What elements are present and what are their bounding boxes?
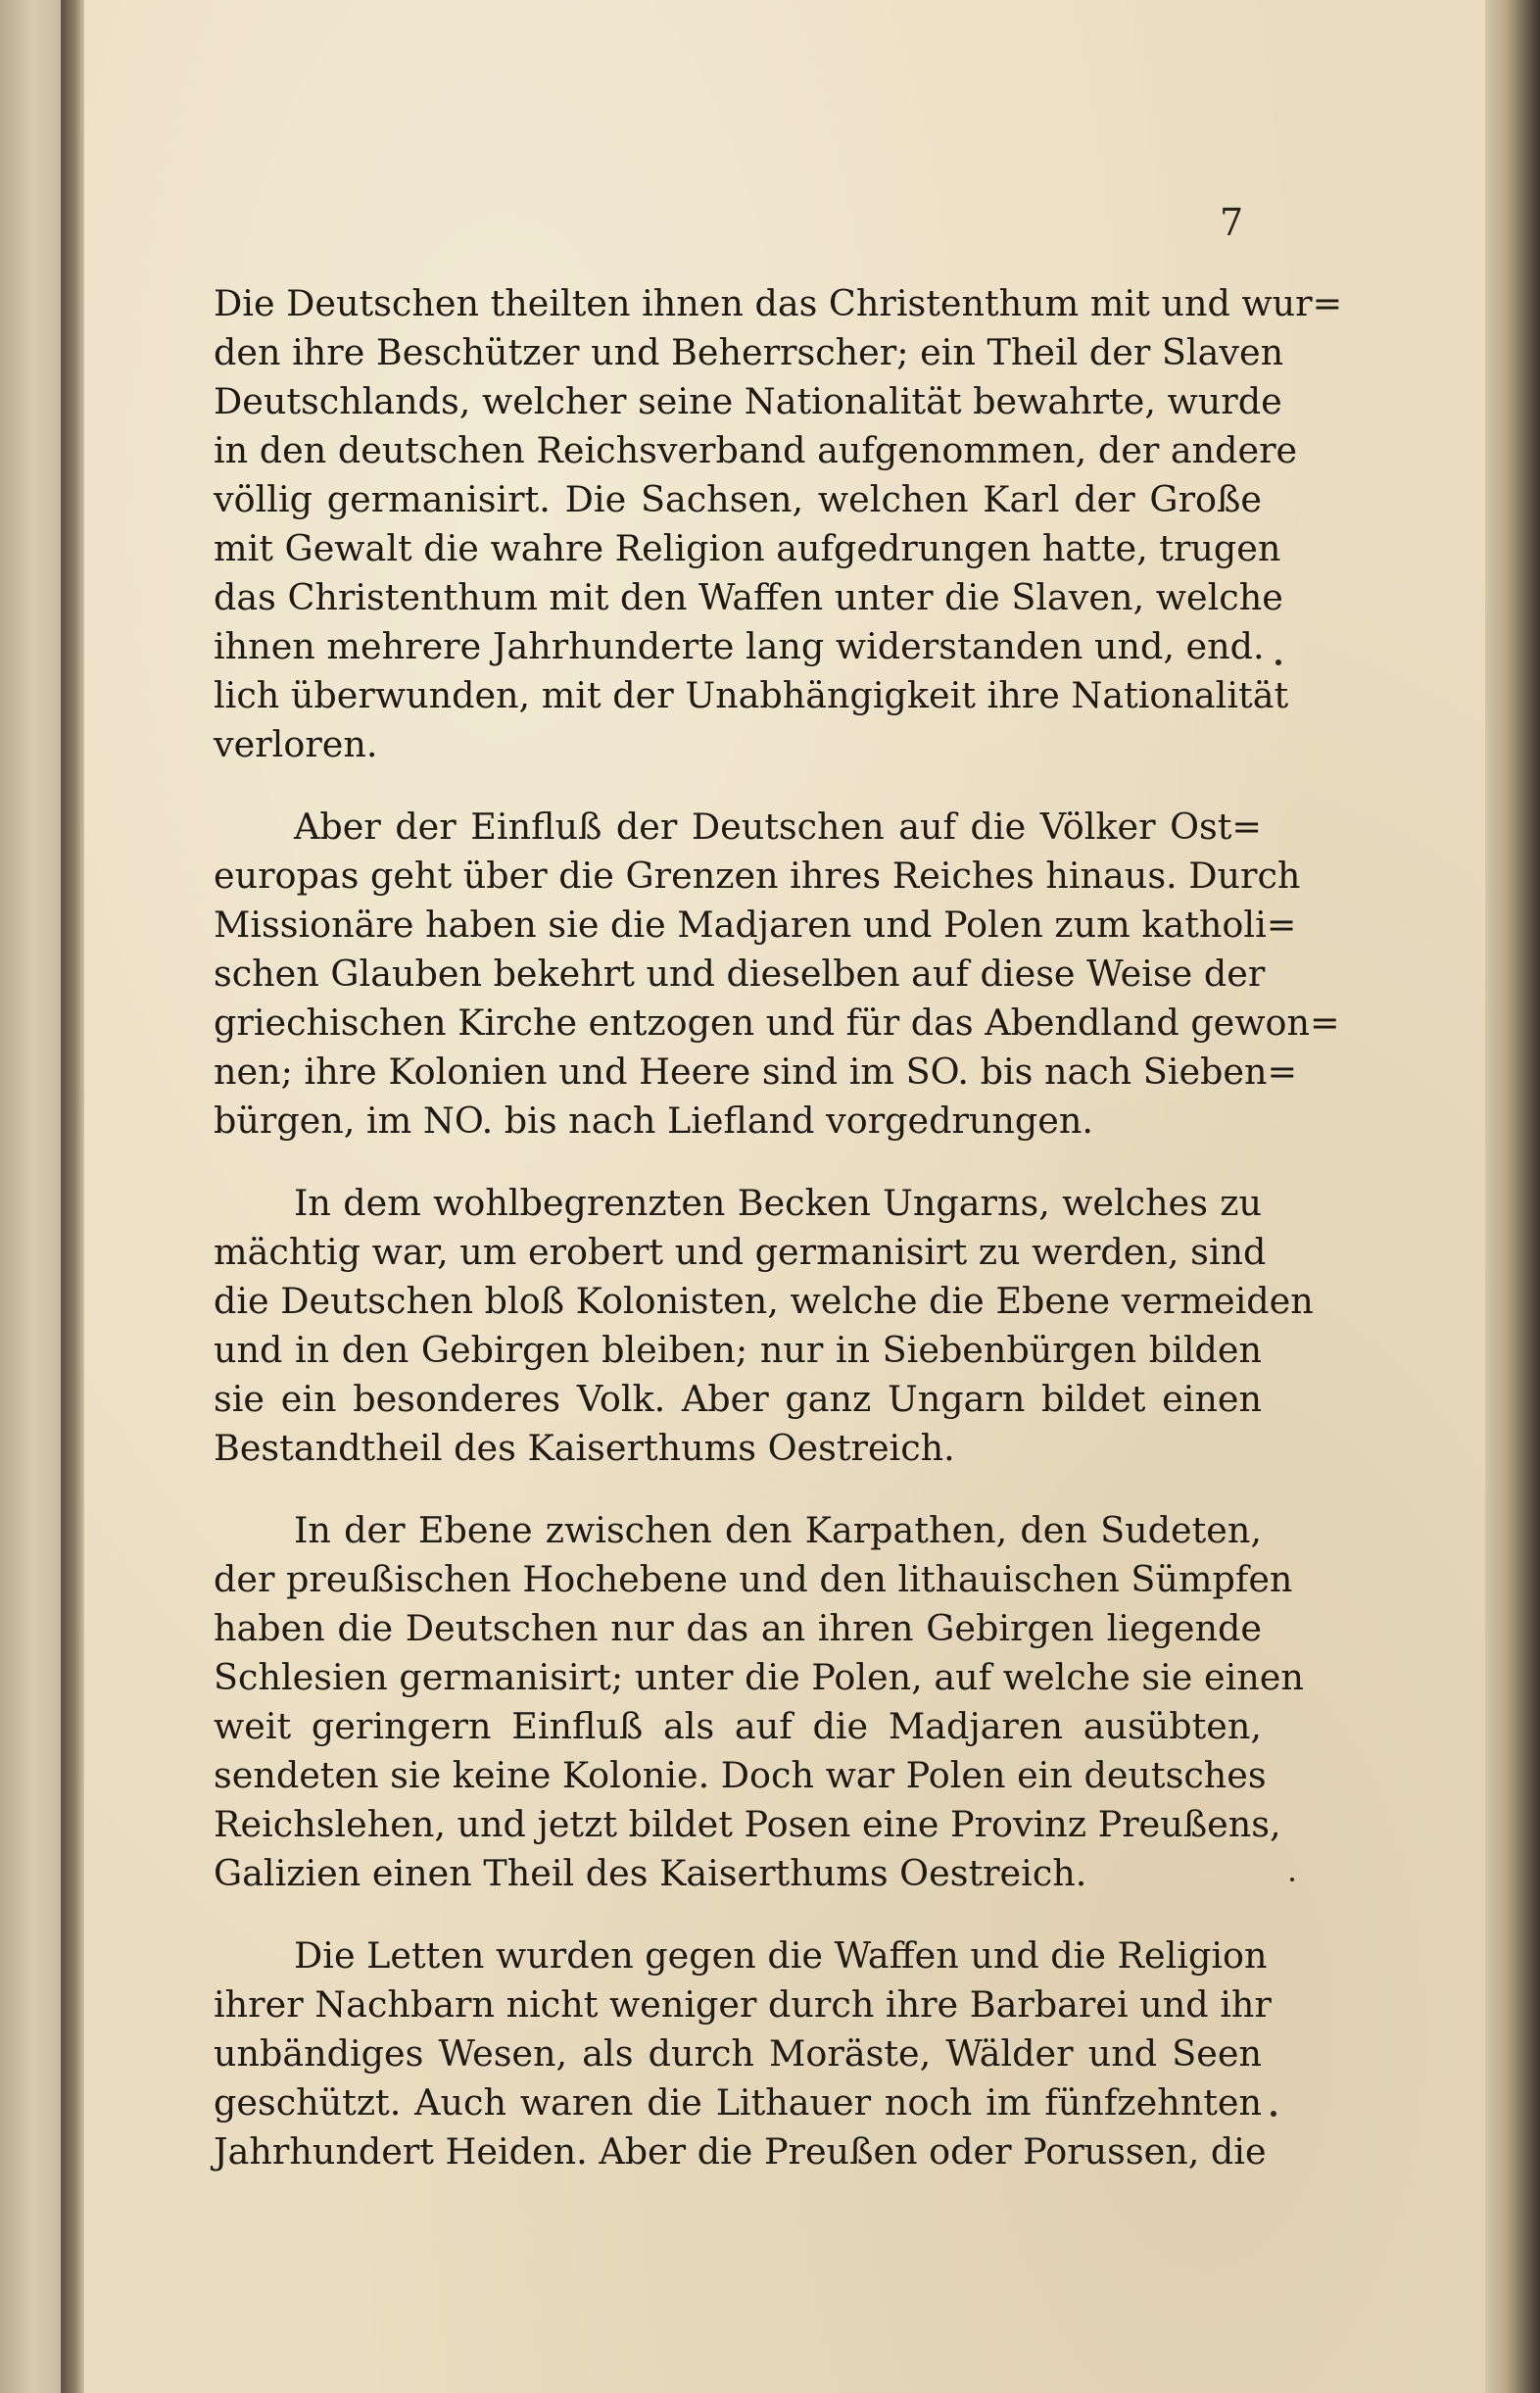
text-line: weit geringern Einfluß als auf die Madjaren ausübten, [214,1705,1262,1747]
paragraph-2 [214,803,1340,1146]
page-right-edge [1485,0,1540,2393]
book-gutter [61,0,84,2393]
body-text [214,279,1343,2210]
text-line: nen; ihre Kolonien und Heere sind im SO. bis nach Sieben= [214,1050,1298,1093]
text-line: Aber der Einfluß der Deutschen auf die Völker Ost= [294,806,1262,848]
text-line: Deutschlands, welcher seine Nationalität bewahrte, wurde [214,380,1282,422]
text-line: der preußischen Hochebene und den lithauischen Sümpfen [214,1558,1293,1600]
text-line: Die Deutschen theilten ihnen das Christenthum mit und wur= [214,282,1343,324]
text-line: und in den Gebirgen bleiben; nur in Siebenbürgen bilden [214,1329,1262,1371]
text-line: mächtig war, um erobert und germanisirt zu werden, sind [214,1231,1267,1273]
text-line: verloren. [214,723,378,765]
text-line: unbändiges Wesen, als durch Moräste, Wälder und Seen [214,2032,1262,2075]
page-number: 7 [1220,201,1244,244]
text-line: lich überwunden, mit der Unabhängigkeit ihre Nationalität [214,674,1289,716]
text-line: europas geht über die Grenzen ihres Reiches hinaus. Durch [214,855,1301,897]
text-line: ihnen mehrere Jahrhunderte lang widerstanden und, end. [214,625,1265,667]
text-line: sie ein besonderes Volk. Aber ganz Ungarn bildet einen [214,1378,1262,1420]
text-line: Bestandtheil des Kaiserthums Oestreich. [214,1427,955,1469]
text-line: geschützt. Auch waren die Lithauer noch im fünfzehnten [214,2081,1262,2124]
text-line: in den deutschen Reichsverband aufgenommen, der andere [214,429,1298,471]
text-line: Galizien einen Theil des Kaiserthums Oestreich. [214,1852,1087,1894]
text-line: den ihre Beschützer und Beherrscher; ein Theil der Slaven [214,331,1284,373]
paper-speck [1271,2111,1276,2117]
text-line: Schlesien germanisirt; unter die Polen, auf welche sie einen [214,1656,1304,1698]
paragraph-4 [214,1506,1304,1898]
paper-speck [1290,1878,1294,1881]
text-line: Missionäre haben sie die Madjaren und Polen zum katholi= [214,903,1297,946]
text-line: griechischen Kirche entzogen und für das Abendland gewon= [214,1001,1340,1044]
text-line: In dem wohlbegrenzten Becken Ungarns, welches zu [294,1182,1262,1224]
text-line: In der Ebene zwischen den Karpathen, den Sudeten, [294,1509,1262,1551]
text-line: bürgen, im NO. bis nach Liefland vorgedrungen. [214,1099,1094,1142]
text-line: schen Glauben bekehrt und dieselben auf diese Weise der [214,952,1266,995]
text-line: die Deutschen bloß Kolonisten, welche die Ebene vermeiden [214,1280,1314,1322]
previous-page-edge [0,0,61,2393]
text-line: das Christenthum mit den Waffen unter die Slaven, welche [214,576,1283,618]
text-line: Die Letten wurden gegen die Waffen und die Religion [294,1934,1268,1977]
text-line: haben die Deutschen nur das an ihren Gebirgen liegende [214,1607,1262,1649]
text-line: Jahrhundert Heiden. Aber die Preußen oder Porussen, die [214,2130,1267,2173]
text-line: völlig germanisirt. Die Sachsen, welchen Karl der Große [214,478,1262,520]
paragraph-3 [214,1179,1314,1473]
text-line: mit Gewalt die wahre Religion aufgedrungen hatte, trugen [214,527,1281,569]
text-line: ihrer Nachbarn nicht weniger durch ihre Barbarei und ihr [214,1983,1272,2026]
paragraph-5 [214,1931,1272,2176]
paragraph-1 [214,279,1343,769]
text-line: Reichslehen, und jetzt bildet Posen eine Provinz Preußens, [214,1803,1281,1845]
text-line: sendeten sie keine Kolonie. Doch war Polen ein deutsches [214,1754,1267,1796]
paper-speck [1275,659,1281,665]
